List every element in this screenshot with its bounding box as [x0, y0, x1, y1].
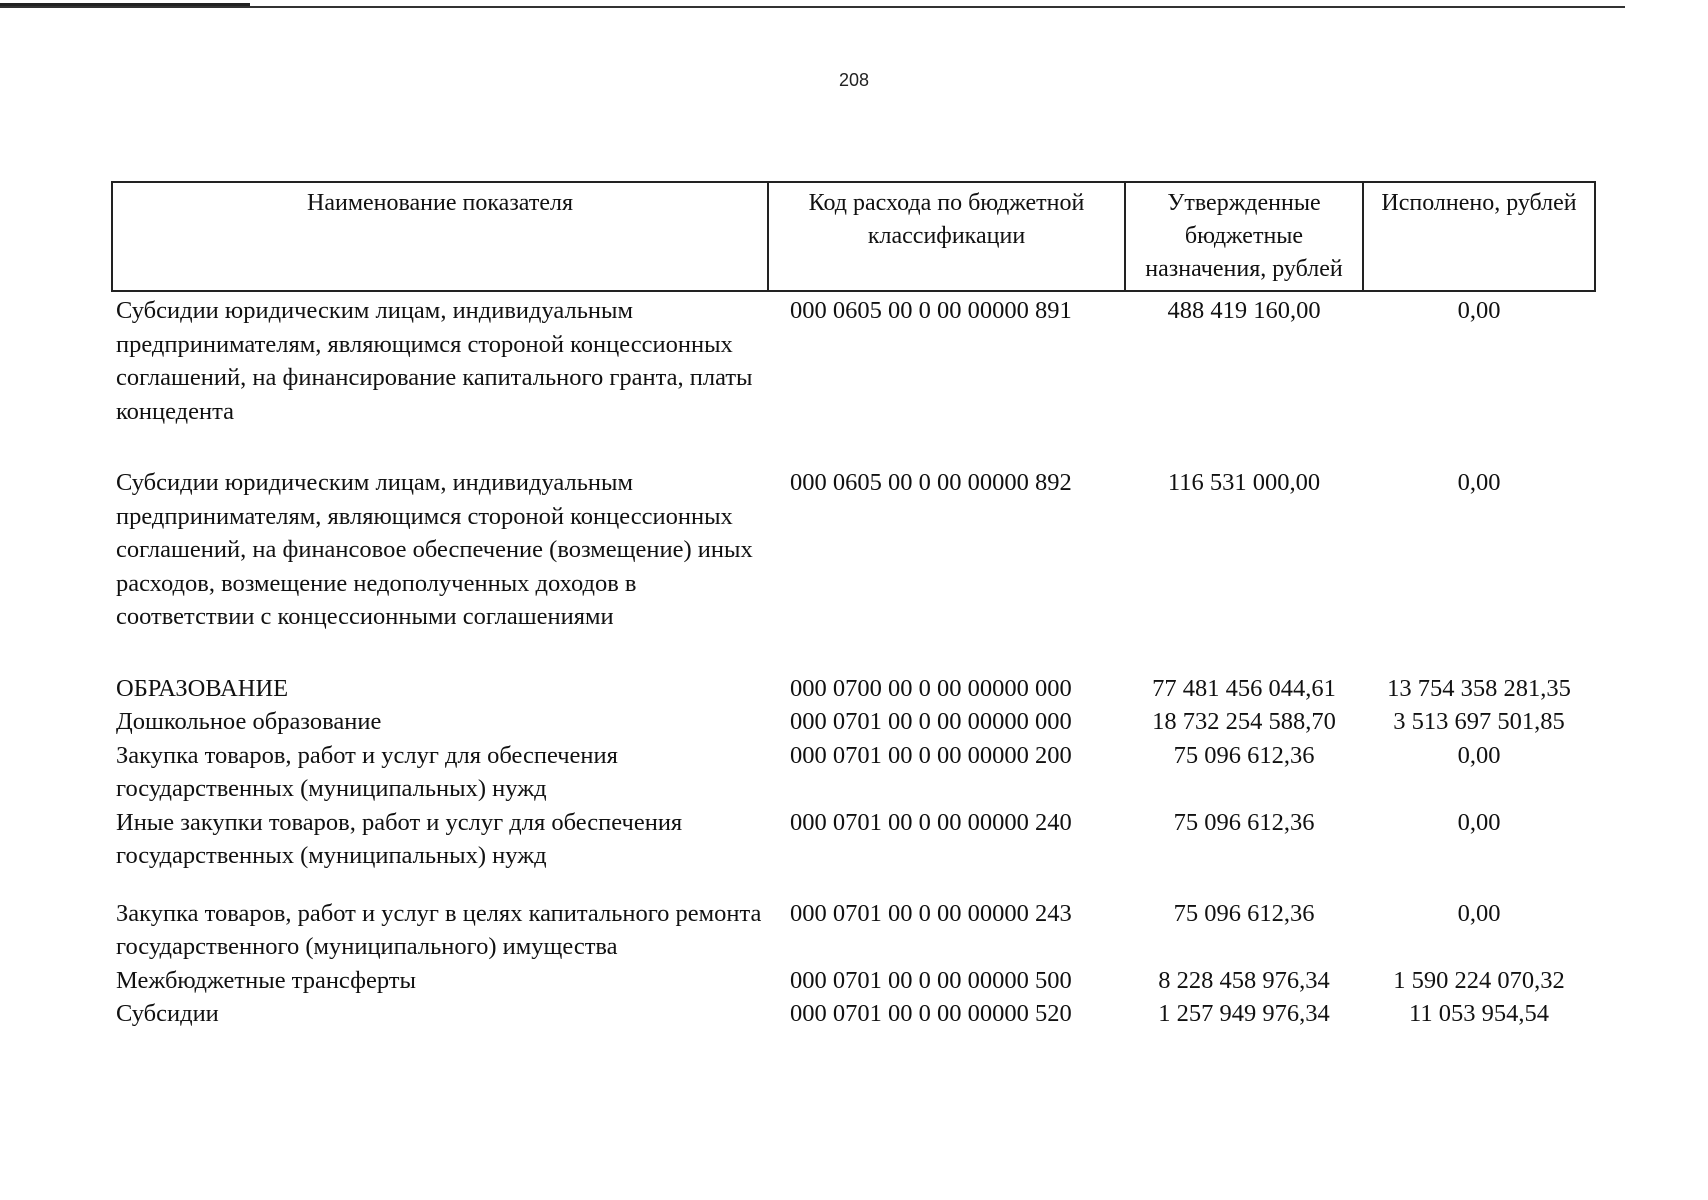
row-expense-code: 000 0701 00 0 00 00000 200	[790, 741, 1072, 769]
row-approved-amount: 8 228 458 976,34	[1158, 966, 1330, 994]
header-approved-amount: Утвержденные бюджетные назначения, рублей	[1125, 182, 1363, 291]
row-indicator-name: Закупка товаров, работ и услуг в целях капитального ремонта государственного (муниципального) имущества	[116, 899, 762, 960]
row-approved-amount: 75 096 612,36	[1173, 741, 1315, 769]
row-executed-amount: 1 590 224 070,32	[1393, 966, 1565, 994]
header-indicator-name: Наименование показателя	[112, 182, 768, 291]
table-row	[112, 806, 1595, 897]
row-executed-amount: 13 754 358 281,35	[1387, 674, 1571, 702]
row-executed-amount: 11 053 954,54	[1409, 1000, 1549, 1027]
table-row	[112, 739, 1595, 806]
row-approved-amount: 1 257 949 976,34	[1158, 1000, 1330, 1027]
table-row	[112, 897, 1595, 964]
table-body	[112, 291, 1595, 1031]
table-row	[112, 997, 1595, 1031]
row-executed-amount: 0,00	[1457, 297, 1501, 324]
header-row	[112, 182, 1595, 291]
row-indicator-name: Субсидии	[116, 1000, 219, 1027]
row-expense-code: 000 0700 00 0 00 00000 000	[790, 674, 1072, 702]
row-indicator-name: Дошкольное образование	[116, 708, 382, 735]
table-row	[112, 705, 1595, 739]
scan-top-edge-line	[0, 6, 1625, 8]
table-row	[112, 964, 1595, 998]
row-executed-amount: 0,00	[1457, 741, 1501, 769]
row-approved-amount: 116 531 000,00	[1167, 469, 1321, 496]
row-indicator-name: ОБРАЗОВАНИЕ	[116, 674, 289, 702]
row-indicator-name: Субсидии юридическим лицам, индивидуальным предпринимателям, являющимся стороной концессионных соглашений, на финансирование капитального гранта, платы концедента	[116, 297, 753, 425]
row-expense-code: 000 0701 00 0 00 00000 243	[790, 899, 1072, 927]
header-executed-amount: Исполнено, рублей	[1363, 182, 1595, 291]
row-executed-amount: 0,00	[1457, 899, 1501, 927]
row-expense-code: 000 0605 00 0 00 00000 891	[790, 297, 1072, 324]
row-approved-amount: 18 732 254 588,70	[1152, 708, 1336, 735]
budget-execution-table	[111, 181, 1594, 1031]
row-expense-code: 000 0701 00 0 00 00000 240	[790, 808, 1072, 836]
row-expense-code: 000 0605 00 0 00 00000 892	[790, 469, 1072, 496]
row-approved-amount: 75 096 612,36	[1173, 808, 1315, 836]
row-indicator-name: Закупка товаров, работ и услуг для обеспечения государственных (муниципальных) нужд	[116, 741, 618, 802]
row-indicator-name: Иные закупки товаров, работ и услуг для обеспечения государственных (муниципальных) нужд	[116, 808, 683, 869]
table-row	[112, 291, 1595, 466]
header-expense-code: Код расхода по бюджетной классификации	[768, 182, 1125, 291]
row-executed-amount: 0,00	[1457, 469, 1501, 496]
page-number: 208	[838, 70, 870, 90]
row-executed-amount: 0,00	[1457, 808, 1501, 836]
row-approved-amount: 75 096 612,36	[1173, 899, 1315, 927]
table-row	[112, 672, 1595, 706]
table-row	[112, 466, 1595, 672]
table-header	[112, 182, 1595, 291]
row-expense-code: 000 0701 00 0 00 00000 500	[790, 966, 1072, 994]
row-executed-amount: 3 513 697 501,85	[1393, 708, 1565, 735]
row-indicator-name: Межбюджетные трансферты	[116, 966, 416, 994]
row-expense-code: 000 0701 00 0 00 00000 520	[790, 1000, 1072, 1027]
row-indicator-name: Субсидии юридическим лицам, индивидуальным предпринимателям, являющимся стороной концессионных соглашений, на финансовое обеспечение (возмещение) иных расходов, возмещение недополученных доходов в соответствии с концессионными соглашениями	[116, 469, 753, 630]
row-expense-code: 000 0701 00 0 00 00000 000	[790, 708, 1072, 735]
row-approved-amount: 488 419 160,00	[1167, 297, 1321, 324]
expense-table	[111, 181, 1596, 1031]
row-approved-amount: 77 481 456 044,61	[1152, 674, 1336, 702]
